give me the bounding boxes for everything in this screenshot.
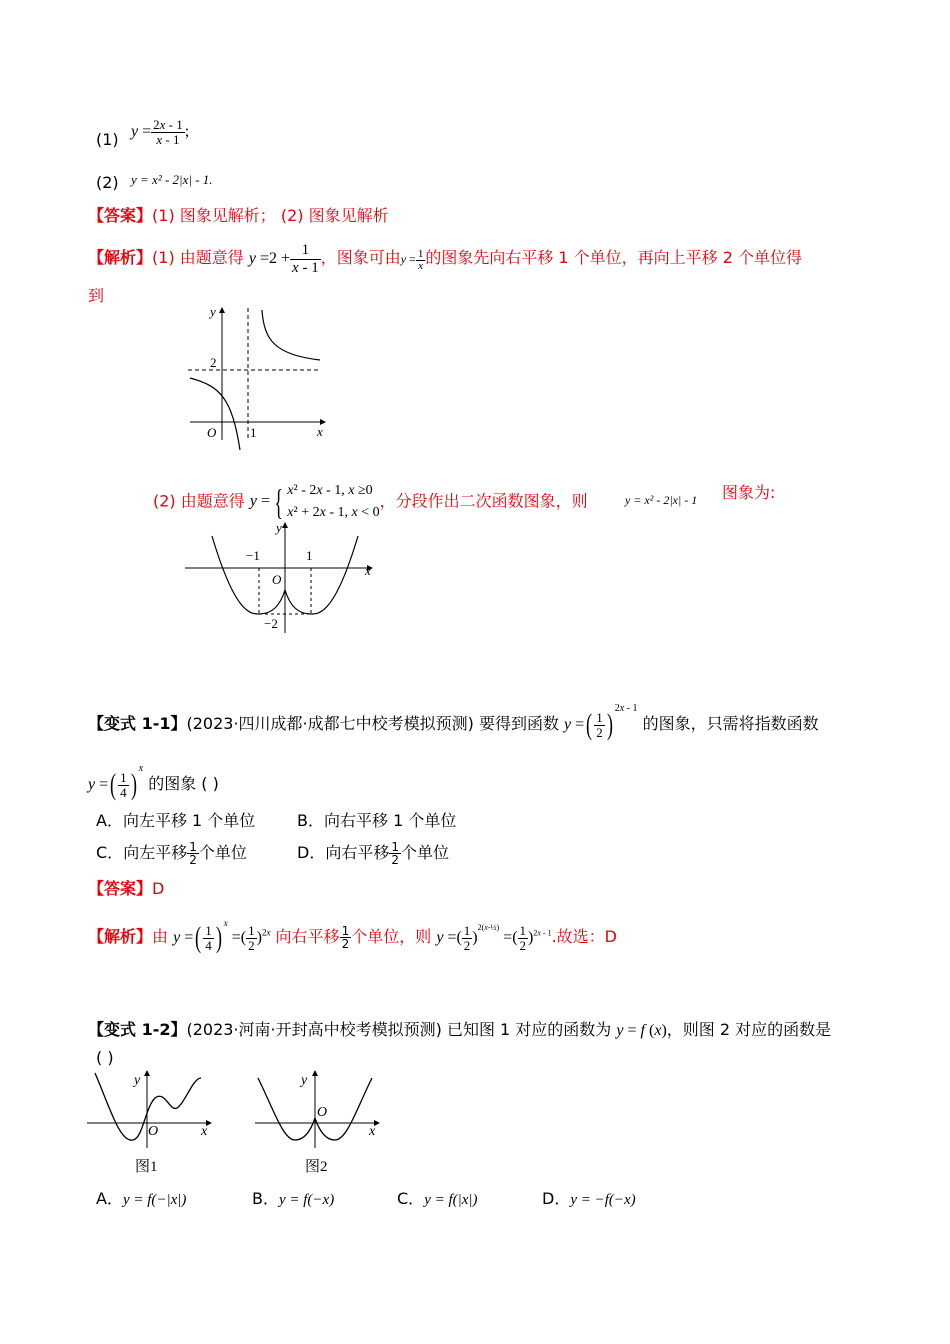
analysis-line2-tail: 图象为: (722, 483, 776, 502)
v12-paren: ( ) (96, 1048, 114, 1067)
item2-label: (2) (96, 173, 119, 192)
tick-neg1: −1 (246, 548, 260, 563)
graph-hyperbola (180, 300, 340, 450)
v12-line1: 【变式 1-2】(2023·河南·开封高中校考模拟预测) 已知图 1 对应的函数为 y = f (x)，则图 2 对应的函数是 (88, 1020, 832, 1039)
v11-option-a[interactable]: A．向左平移 1 个单位 (96, 811, 256, 830)
figure-2-caption: 图2 (305, 1159, 328, 1175)
item1-formula: y = $\frac{2x - 1}{x - 1}$ ; (131, 117, 190, 147)
y-label: y (134, 1073, 141, 1088)
right-branch (262, 310, 320, 360)
v12-option-a[interactable]: A．y = f(−|x|) (96, 1189, 187, 1208)
v11-line2: y =( $\frac{1}{4}$ ) $^x$ 的图象 ( ) (88, 763, 219, 802)
v12-option-b[interactable]: B．y = f(−x) (252, 1189, 335, 1208)
analysis-line1: 【解析】(1) 由题意得 y =2 + $\frac{1}{x - 1}$ ，图象可由y = $\frac{1}{x}$ 的图象先向右平移 1 个单位，再向上平移 2 个单位得 (88, 242, 803, 276)
analysis2-formula: y = x² - 2|x| - 1 (625, 493, 698, 507)
figure-2 (253, 1068, 383, 1178)
v11-option-b[interactable]: B．向右平移 1 个单位 (297, 811, 457, 830)
analysis-line2: (2) 由题意得 y = { x² - 2x - 1, x ≥0 x² + 2x - 1, x < 0 ，分段作出二次函数图象，则 (153, 482, 588, 522)
answer-line: 【答案】(1) 图象见解析； (2) 图象见解析 (88, 206, 389, 225)
item2-formula: y = x² - 2|x| - 1. (131, 172, 213, 187)
item1-label: (1) (96, 130, 119, 149)
y-label: y (210, 304, 216, 319)
tick-y-2: 2 (210, 355, 217, 370)
x-label: x (317, 424, 323, 439)
v12-option-c[interactable]: C．y = f(|x|) (397, 1189, 478, 1208)
tick-pos1: 1 (306, 548, 313, 563)
x-label: x (365, 563, 371, 578)
y-label: y (301, 1073, 308, 1088)
figure-1-caption: 图1 (135, 1159, 158, 1175)
analysis-line1-cont: 到 (88, 286, 105, 305)
x-label: x (201, 1124, 208, 1139)
origin-label: O (207, 425, 217, 440)
v11-option-c[interactable]: C．向左平移 $\frac{1}{2}$ 个单位 (96, 840, 247, 867)
v11-line1: 【变式 1-1】(2023·四川成都·成都七中校考模拟预测) 要得到函数 y =( $\frac{1}{2}$ ) $^{2x - 1}$ 的图象，只需将指数函数 (88, 703, 819, 742)
x-label: x (369, 1124, 376, 1139)
tick-x-1: 1 (250, 425, 257, 440)
origin-label: O (148, 1124, 159, 1139)
figure-1 (85, 1068, 215, 1178)
tick-neg2: −2 (264, 616, 278, 631)
v11-answer: 【答案】D (88, 879, 165, 898)
graph-w-curve (180, 518, 380, 638)
v11-analysis: 【解析】由 y =( $\frac{1}{4}$ ) $^x$ =( $\frac{1}{2}$ )$^{2x}$ 向右平移 $\frac{1}{2}$ 个单位，则 y =( $\frac{1}{2}$ )$^{2(x-\frac{1}{2})}$ =( $\frac{1}{2}$ )$^{2x - 1}$.故选：D (88, 918, 618, 955)
origin-label: O (272, 572, 282, 587)
y-label: y (276, 520, 282, 535)
v11-option-d[interactable]: D．向右平移 $\frac{1}{2}$ 个单位 (297, 840, 449, 867)
v12-option-d[interactable]: D．y = −f(−x) (542, 1189, 636, 1208)
origin-label: O (317, 1105, 328, 1120)
